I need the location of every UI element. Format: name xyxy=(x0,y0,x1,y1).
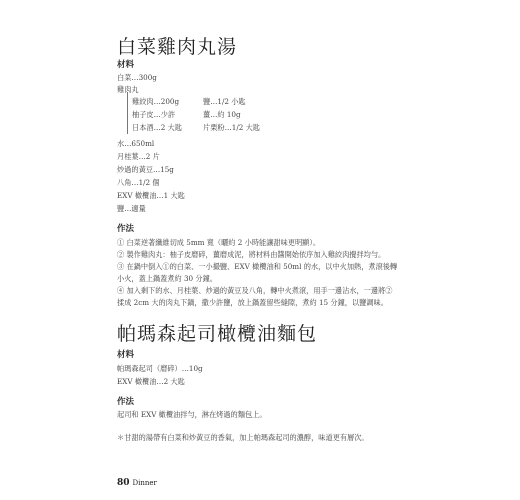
ingredient-item: 帕瑪森起司（磨碎）…10g xyxy=(117,364,203,373)
method-step: ③ 在鍋中倒入①的白菜、一小撮鹽、EXV 橄欖油和 50ml 的水，以中火加熱，煮滾後轉 xyxy=(117,262,398,271)
meatball-heading: 雞肉丸 xyxy=(117,85,139,94)
ingredient-item: EXV 橄欖油…2 大匙 xyxy=(117,377,185,386)
recipe1-title: 白菜雞肉丸湯 xyxy=(117,36,238,58)
recipe1-materials-heading: 材料 xyxy=(117,60,135,70)
meatball-item: 鹽…1/2 小匙 xyxy=(203,97,246,106)
ingredient-item: 月桂葉…2 片 xyxy=(117,152,160,161)
recipe2-materials-heading: 材料 xyxy=(117,350,135,360)
recipe-note: ＊甘甜的湯帶有白菜和炒黃豆的香氣，加上帕瑪森起司的濃醇，味道更有層次。 xyxy=(117,433,369,442)
ingredient-cabbage: 白菜…300g xyxy=(117,73,157,82)
method-step: ④ 加入剩下的水、月桂葉、炒過的黃豆及八角，轉中火煮滾，用手一邊沾水，一邊將② xyxy=(117,286,393,295)
meatball-item: 薑…約 10g xyxy=(203,110,241,119)
ingredient-item: 八角…1/2 個 xyxy=(117,178,160,187)
meatball-item: 柚子皮…少許 xyxy=(132,110,176,119)
method-step-continued: 小火，蓋上鍋蓋煮約 30 分鐘。 xyxy=(117,274,217,283)
section-label: Dinner xyxy=(132,479,157,487)
method-step-continued: 揉成 2cm 大的肉丸下鍋，撒少許鹽，放上鍋蓋留些縫隙，煮約 15 分鐘，以鹽調味。 xyxy=(117,298,388,307)
recipe1-method-heading: 作法 xyxy=(117,224,135,234)
meatball-item: 雞絞肉…200g xyxy=(132,97,180,106)
meatball-item: 日本酒…2 大匙 xyxy=(132,123,182,132)
meatball-item: 片栗粉…1/2 大匙 xyxy=(203,123,260,132)
method-step: ① 白菜逆著纖維切成 5mm 寬（曬約 2 小時能讓甜味更明顯）。 xyxy=(117,238,321,247)
method-step: ② 製作雞肉丸：柚子皮磨碎，薑磨成泥，將材料由醬開始依序加入雞絞肉攪拌均勻。 xyxy=(117,250,386,259)
recipe2-title: 帕瑪森起司橄欖油麵包 xyxy=(117,323,318,345)
ingredient-item: 炒過的黃豆…15g xyxy=(117,165,174,174)
recipe2-method-heading: 作法 xyxy=(117,397,135,407)
method-text: 起司和 EXV 橄欖油拌勻，淋在烤過的麵包上。 xyxy=(117,410,267,419)
ingredient-item: 鹽…適量 xyxy=(117,204,146,213)
ingredient-item: 水…650ml xyxy=(117,139,155,148)
ingredient-item: EXV 橄欖油…1 大匙 xyxy=(117,191,185,200)
page-number: 80 xyxy=(117,478,130,488)
page-footer xyxy=(117,478,157,489)
